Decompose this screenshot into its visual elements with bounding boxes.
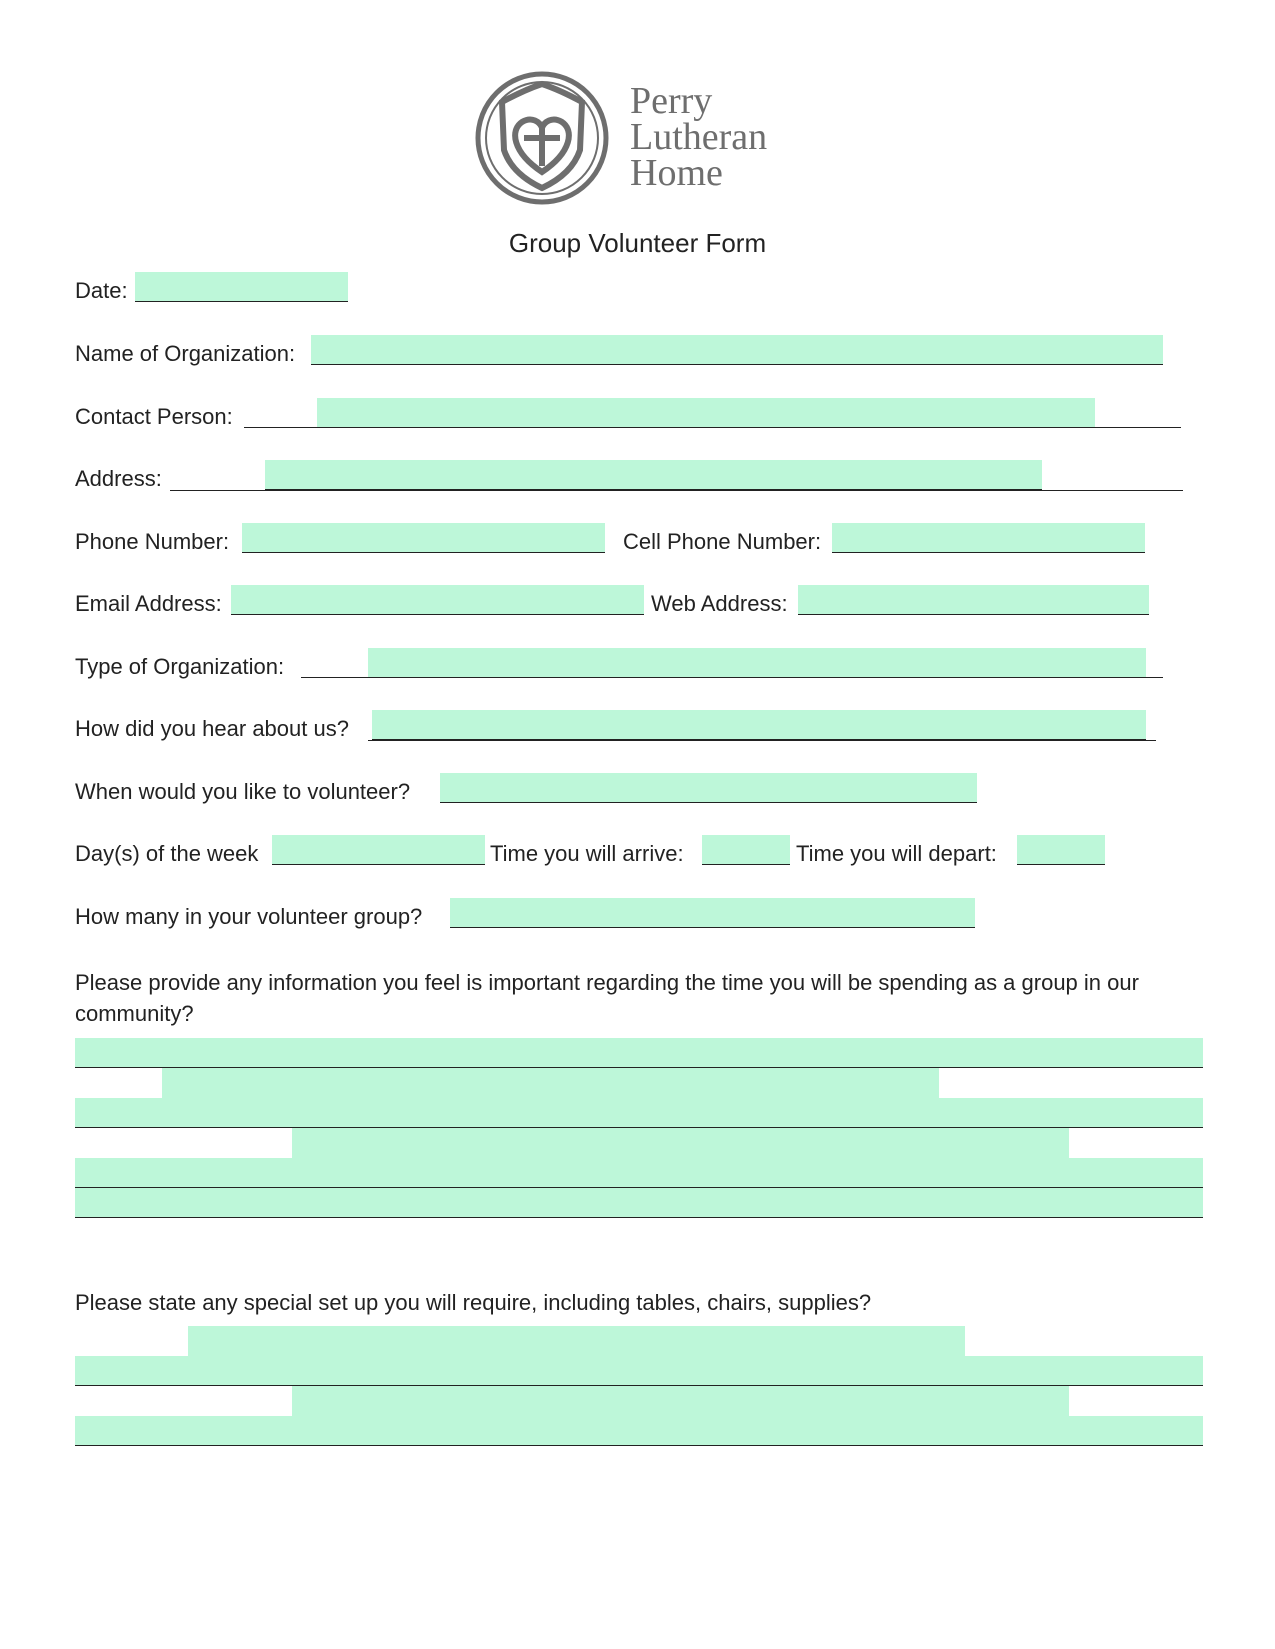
- heard-about-underline: [368, 740, 1156, 741]
- when-volunteer-field[interactable]: [440, 773, 977, 803]
- contact-person-label: Contact Person:: [75, 404, 233, 429]
- arrive-label: Time you will arrive:: [490, 841, 684, 866]
- when-volunteer-label: When would you like to volunteer?: [75, 779, 411, 804]
- important-info-line-1[interactable]: [75, 1038, 1203, 1068]
- days-field[interactable]: [272, 835, 485, 865]
- special-setup-question: Please state any special set up you will require, including tables, chairs, supplies?: [75, 1290, 872, 1315]
- cell-phone-field[interactable]: [832, 523, 1145, 553]
- heard-about-field[interactable]: [372, 710, 1146, 740]
- logo-text-line-2: Lutheran: [630, 116, 768, 158]
- web-address-label: Web Address:: [651, 591, 788, 616]
- email-label: Email Address:: [75, 591, 222, 616]
- organization-name-label: Name of Organization:: [75, 341, 296, 366]
- important-info-line-2[interactable]: [162, 1068, 939, 1098]
- group-size-label: How many in your volunteer group?: [75, 904, 423, 929]
- depart-label: Time you will depart:: [796, 841, 997, 866]
- address-label: Address:: [75, 466, 162, 491]
- days-label: Day(s) of the week: [75, 841, 259, 866]
- important-info-line-3[interactable]: [75, 1098, 1203, 1128]
- special-setup-line-3[interactable]: [292, 1386, 1069, 1416]
- cell-phone-label: Cell Phone Number:: [623, 529, 822, 554]
- important-info-line-5[interactable]: [75, 1158, 1203, 1188]
- heard-about-label: How did you hear about us?: [75, 716, 349, 741]
- address-field[interactable]: [265, 460, 1042, 490]
- group-size-field[interactable]: [450, 898, 975, 928]
- special-setup-line-1[interactable]: [188, 1326, 965, 1356]
- phone-label: Phone Number:: [75, 529, 230, 554]
- web-address-field[interactable]: [798, 585, 1149, 615]
- important-info-line-6[interactable]: [75, 1188, 1203, 1218]
- contact-person-field[interactable]: [317, 398, 1095, 428]
- phone-field[interactable]: [242, 523, 605, 553]
- special-setup-line-4[interactable]: [75, 1416, 1203, 1446]
- arrive-field[interactable]: [702, 835, 790, 865]
- important-info-line-4[interactable]: [292, 1128, 1069, 1158]
- logo-text-line-3: Home: [630, 152, 723, 194]
- address-underline: [170, 490, 1183, 491]
- org-type-field[interactable]: [368, 648, 1146, 678]
- date-field[interactable]: [135, 272, 348, 302]
- date-label: Date:: [75, 278, 128, 303]
- form-title: Group Volunteer Form: [508, 228, 767, 258]
- special-setup-line-2[interactable]: [75, 1356, 1203, 1386]
- logo-text-line-1: Perry: [630, 80, 713, 122]
- organization-name-field[interactable]: [311, 335, 1163, 365]
- depart-field[interactable]: [1017, 835, 1105, 865]
- org-type-label: Type of Organization:: [75, 654, 285, 679]
- important-info-question: Please provide any information you feel is important regarding the time you will be spending as a group in our community?: [75, 970, 1139, 1026]
- email-field[interactable]: [231, 585, 644, 615]
